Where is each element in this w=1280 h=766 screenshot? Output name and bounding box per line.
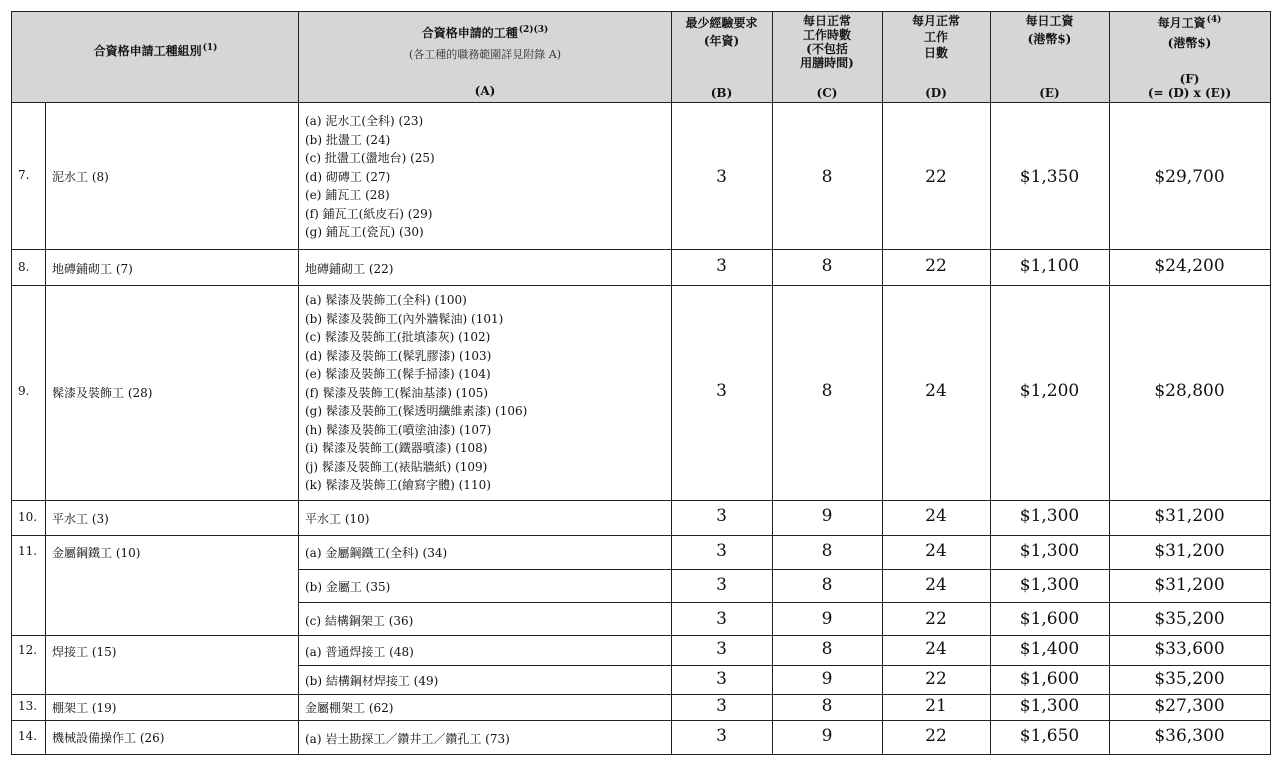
table-row: [12, 500, 1270, 535]
hours-value: 8: [821, 639, 833, 659]
days-value: 22: [925, 609, 947, 629]
exp-value: 3: [716, 256, 727, 276]
trade-line: (b) 批盪工 (24): [305, 132, 391, 147]
row-divider: [11, 285, 1271, 286]
daily-wage-value: $1,400: [1019, 639, 1080, 659]
header-trade-label: 合資格申請的工種: [421, 26, 518, 40]
monthly-wage-value: $35,200: [1154, 669, 1225, 689]
row-number: 7.: [18, 168, 30, 182]
header-mwage: [1109, 12, 1270, 103]
header-hours-l2: 工作時數: [802, 28, 851, 42]
header-trade: [299, 12, 671, 103]
hours-value: 9: [821, 726, 833, 746]
trade-line: (c) 髹漆及裝飾工(批填漆灰) (102): [305, 330, 491, 344]
header-dwage: [990, 12, 1109, 103]
hours-value: 8: [821, 167, 833, 187]
header-days-l3: 日數: [923, 46, 948, 60]
header-hours-l4: 用膳時間): [800, 56, 854, 70]
row-divider: [11, 635, 1271, 636]
header-hours-col: (C): [816, 86, 838, 100]
header-group-label: 合資格申請工種組別: [93, 44, 202, 58]
row-group: 機械設備操作工 (26): [52, 731, 165, 745]
table-row: [12, 694, 1270, 720]
trade-line: (b) 金屬工 (35): [305, 580, 391, 594]
header-exp: [671, 12, 772, 103]
daily-wage-value: $1,300: [1019, 541, 1080, 561]
days-value: 24: [925, 506, 947, 526]
trade-line: (e) 鋪瓦工 (28): [305, 188, 390, 202]
days-value: 22: [925, 167, 947, 187]
trade-line: (d) 髹漆及裝飾工(髹乳膠漆) (103): [305, 348, 492, 363]
monthly-wage-value: $31,200: [1154, 575, 1225, 595]
row-divider: [11, 720, 1271, 721]
days-value: 22: [925, 669, 947, 689]
row-group: 地磚鋪砌工 (7): [52, 262, 133, 276]
header-days: [882, 12, 990, 103]
row-trades: [305, 112, 435, 242]
daily-wage-value: $1,600: [1019, 609, 1080, 629]
header-dwage-label: 每日工資: [1025, 14, 1074, 28]
exp-value: 3: [716, 575, 727, 595]
monthly-wage-value: $35,200: [1154, 609, 1225, 629]
days-value: 24: [925, 575, 947, 595]
exp-value: 3: [716, 609, 727, 629]
header-mwage-formula: (= (D) x (E)): [1147, 86, 1232, 100]
exp-value: 3: [716, 167, 727, 187]
row-group: 焊接工 (15): [52, 645, 117, 659]
exp-value: 3: [716, 506, 727, 526]
trade-line: (a) 金屬鋼鐵工(全科) (34): [305, 546, 448, 560]
monthly-wage-value: $31,200: [1154, 506, 1225, 526]
row-number: 8.: [18, 260, 30, 274]
exp-value: 3: [716, 541, 727, 561]
hours-value: 8: [821, 696, 833, 716]
table-subrow: [299, 635, 1270, 665]
exp-value: 3: [716, 726, 727, 746]
trade-line: (e) 髹漆及裝飾工(髹手掃漆) (104): [305, 367, 491, 381]
table-subrow: [299, 535, 1270, 569]
border-bottom: [11, 754, 1271, 755]
trade-line: (f) 髹漆及裝飾工(髹油基漆) (105): [305, 385, 489, 400]
row-number: 10.: [18, 510, 38, 524]
col-divider: [990, 11, 991, 755]
row-group: 泥水工 (8): [52, 170, 109, 184]
row-number: 12.: [18, 643, 38, 657]
monthly-wage-value: $31,200: [1154, 541, 1225, 561]
header-trade-sup: (2)(3): [518, 25, 549, 35]
trade-line: (k) 髹漆及裝飾工(繪寫字體) (110): [305, 478, 491, 492]
daily-wage-value: $1,200: [1019, 381, 1080, 401]
table-row: [12, 285, 1270, 500]
row-group: 平水工 (3): [52, 512, 109, 526]
table-subrow: [299, 569, 1270, 602]
exp-value: 3: [716, 696, 727, 716]
trade-line: (c) 批盪工(盪地台) (25): [305, 151, 435, 165]
header-mwage-col: (F): [1179, 72, 1200, 86]
header-mwage-unit: (港幣$): [1167, 36, 1212, 50]
row-number: 11.: [18, 544, 38, 558]
header-days-l1: 每月正常: [911, 14, 960, 28]
row-number: 9.: [18, 384, 30, 398]
daily-wage-value: $1,300: [1019, 696, 1080, 716]
row-number: 13.: [18, 699, 38, 713]
days-value: 24: [925, 381, 947, 401]
daily-wage-value: $1,300: [1019, 506, 1080, 526]
row-group: 金屬鋼鐵工 (10): [52, 546, 141, 560]
hours-value: 9: [821, 609, 833, 629]
hours-value: 9: [821, 669, 833, 689]
daily-wage-value: $1,300: [1019, 575, 1080, 595]
table-row: [12, 103, 1270, 250]
daily-wage-value: $1,100: [1019, 256, 1080, 276]
trade-line: 地磚鋪砌工 (22): [305, 262, 394, 276]
col-divider: [671, 11, 672, 755]
trade-line: 平水工 (10): [305, 512, 370, 526]
row-trades: [305, 291, 527, 495]
days-value: 24: [925, 541, 947, 561]
border-top: [11, 11, 1271, 12]
monthly-wage-value: $29,700: [1154, 167, 1225, 187]
subrow-divider: [298, 665, 1271, 666]
hours-value: 8: [821, 541, 833, 561]
subrow-divider: [298, 602, 1271, 603]
table-subrow: [299, 665, 1270, 694]
header-divider: [11, 102, 1271, 103]
monthly-wage-value: $24,200: [1154, 256, 1225, 276]
header-days-col: (D): [925, 86, 947, 100]
hours-value: 8: [821, 381, 833, 401]
header-group: [12, 12, 299, 103]
trade-line: (j) 髹漆及裝飾工(裱貼牆紙) (109): [305, 459, 488, 474]
exp-value: 3: [716, 669, 727, 689]
col-divider: [772, 11, 773, 755]
trade-line: (h) 髹漆及裝飾工(噴塗油漆) (107): [305, 422, 492, 437]
row-group: 棚架工 (19): [52, 701, 117, 715]
header-exp-unit: (年資): [703, 34, 740, 48]
col-divider: [45, 103, 46, 755]
exp-value: 3: [716, 381, 727, 401]
header-trade-note: (各工種的職務範圍詳見附錄 A): [408, 48, 562, 61]
days-value: 21: [925, 696, 947, 716]
days-value: 22: [925, 726, 947, 746]
trade-line: 金屬棚架工 (62): [305, 701, 394, 715]
days-value: 24: [925, 639, 947, 659]
trade-line: (i) 髹漆及裝飾工(鐵器噴漆) (108): [305, 441, 488, 455]
trade-line: (a) 髹漆及裝飾工(全科) (100): [305, 293, 467, 307]
trade-line: (a) 岩土勘探工／鑽井工／鑽孔工 (73): [305, 732, 510, 746]
trade-line: (d) 砌磚工 (27): [305, 169, 391, 184]
table-subrow: [299, 602, 1270, 635]
exp-value: 3: [716, 639, 727, 659]
header-group-sup: (1): [202, 43, 218, 53]
header-trade-col: (A): [474, 84, 496, 98]
row-divider: [11, 694, 1271, 695]
table-row: [12, 250, 1270, 285]
trade-line: (a) 普通焊接工 (48): [305, 645, 414, 659]
monthly-wage-value: $28,800: [1154, 381, 1225, 401]
row-number: 14.: [18, 729, 38, 743]
row-divider: [11, 249, 1271, 250]
header-days-l2: 工作: [923, 30, 948, 44]
col-divider: [298, 11, 299, 755]
col-divider: [882, 11, 883, 755]
header-hours-l1: 每日正常: [802, 14, 851, 28]
daily-wage-value: $1,600: [1019, 669, 1080, 689]
header-exp-label: 最少經驗要求: [685, 16, 758, 30]
days-value: 22: [925, 256, 947, 276]
border-left: [11, 11, 12, 755]
header-exp-col: (B): [710, 86, 733, 100]
monthly-wage-value: $27,300: [1154, 696, 1225, 716]
header-dwage-col: (E): [1039, 86, 1060, 100]
daily-wage-value: $1,350: [1019, 167, 1080, 187]
trade-line: (f) 鋪瓦工(紙皮石) (29): [305, 206, 433, 221]
monthly-wage-value: $33,600: [1154, 639, 1225, 659]
header-dwage-unit: (港幣$): [1027, 32, 1072, 46]
hours-value: 9: [821, 506, 833, 526]
table-row: [12, 720, 1270, 754]
trade-line: (g) 髹漆及裝飾工(髹透明纖維素漆) (106): [305, 404, 528, 418]
trade-line: (b) 結構鋼材焊接工 (49): [305, 674, 439, 688]
row-divider: [11, 535, 1271, 536]
trade-line: (b) 髹漆及裝飾工(內外牆髹油) (101): [305, 311, 504, 326]
daily-wage-value: $1,650: [1019, 726, 1080, 746]
subrow-divider: [298, 569, 1271, 570]
trade-line: (c) 結構鋼架工 (36): [305, 614, 414, 628]
hours-value: 8: [821, 575, 833, 595]
col-divider: [1109, 11, 1110, 755]
trade-line: (g) 鋪瓦工(瓷瓦) (30): [305, 225, 424, 239]
header-mwage-sup: (4): [1206, 15, 1222, 25]
header-hours-l3: (不包括: [806, 42, 848, 56]
header-hours: [772, 12, 882, 103]
hours-value: 8: [821, 256, 833, 276]
trade-line: (a) 泥水工(全科) (23): [305, 114, 424, 128]
monthly-wage-value: $36,300: [1154, 726, 1225, 746]
border-right: [1270, 11, 1271, 755]
row-group: 髹漆及裝飾工 (28): [52, 386, 153, 400]
header-mwage-label: 每月工資: [1157, 16, 1206, 30]
row-divider: [11, 500, 1271, 501]
